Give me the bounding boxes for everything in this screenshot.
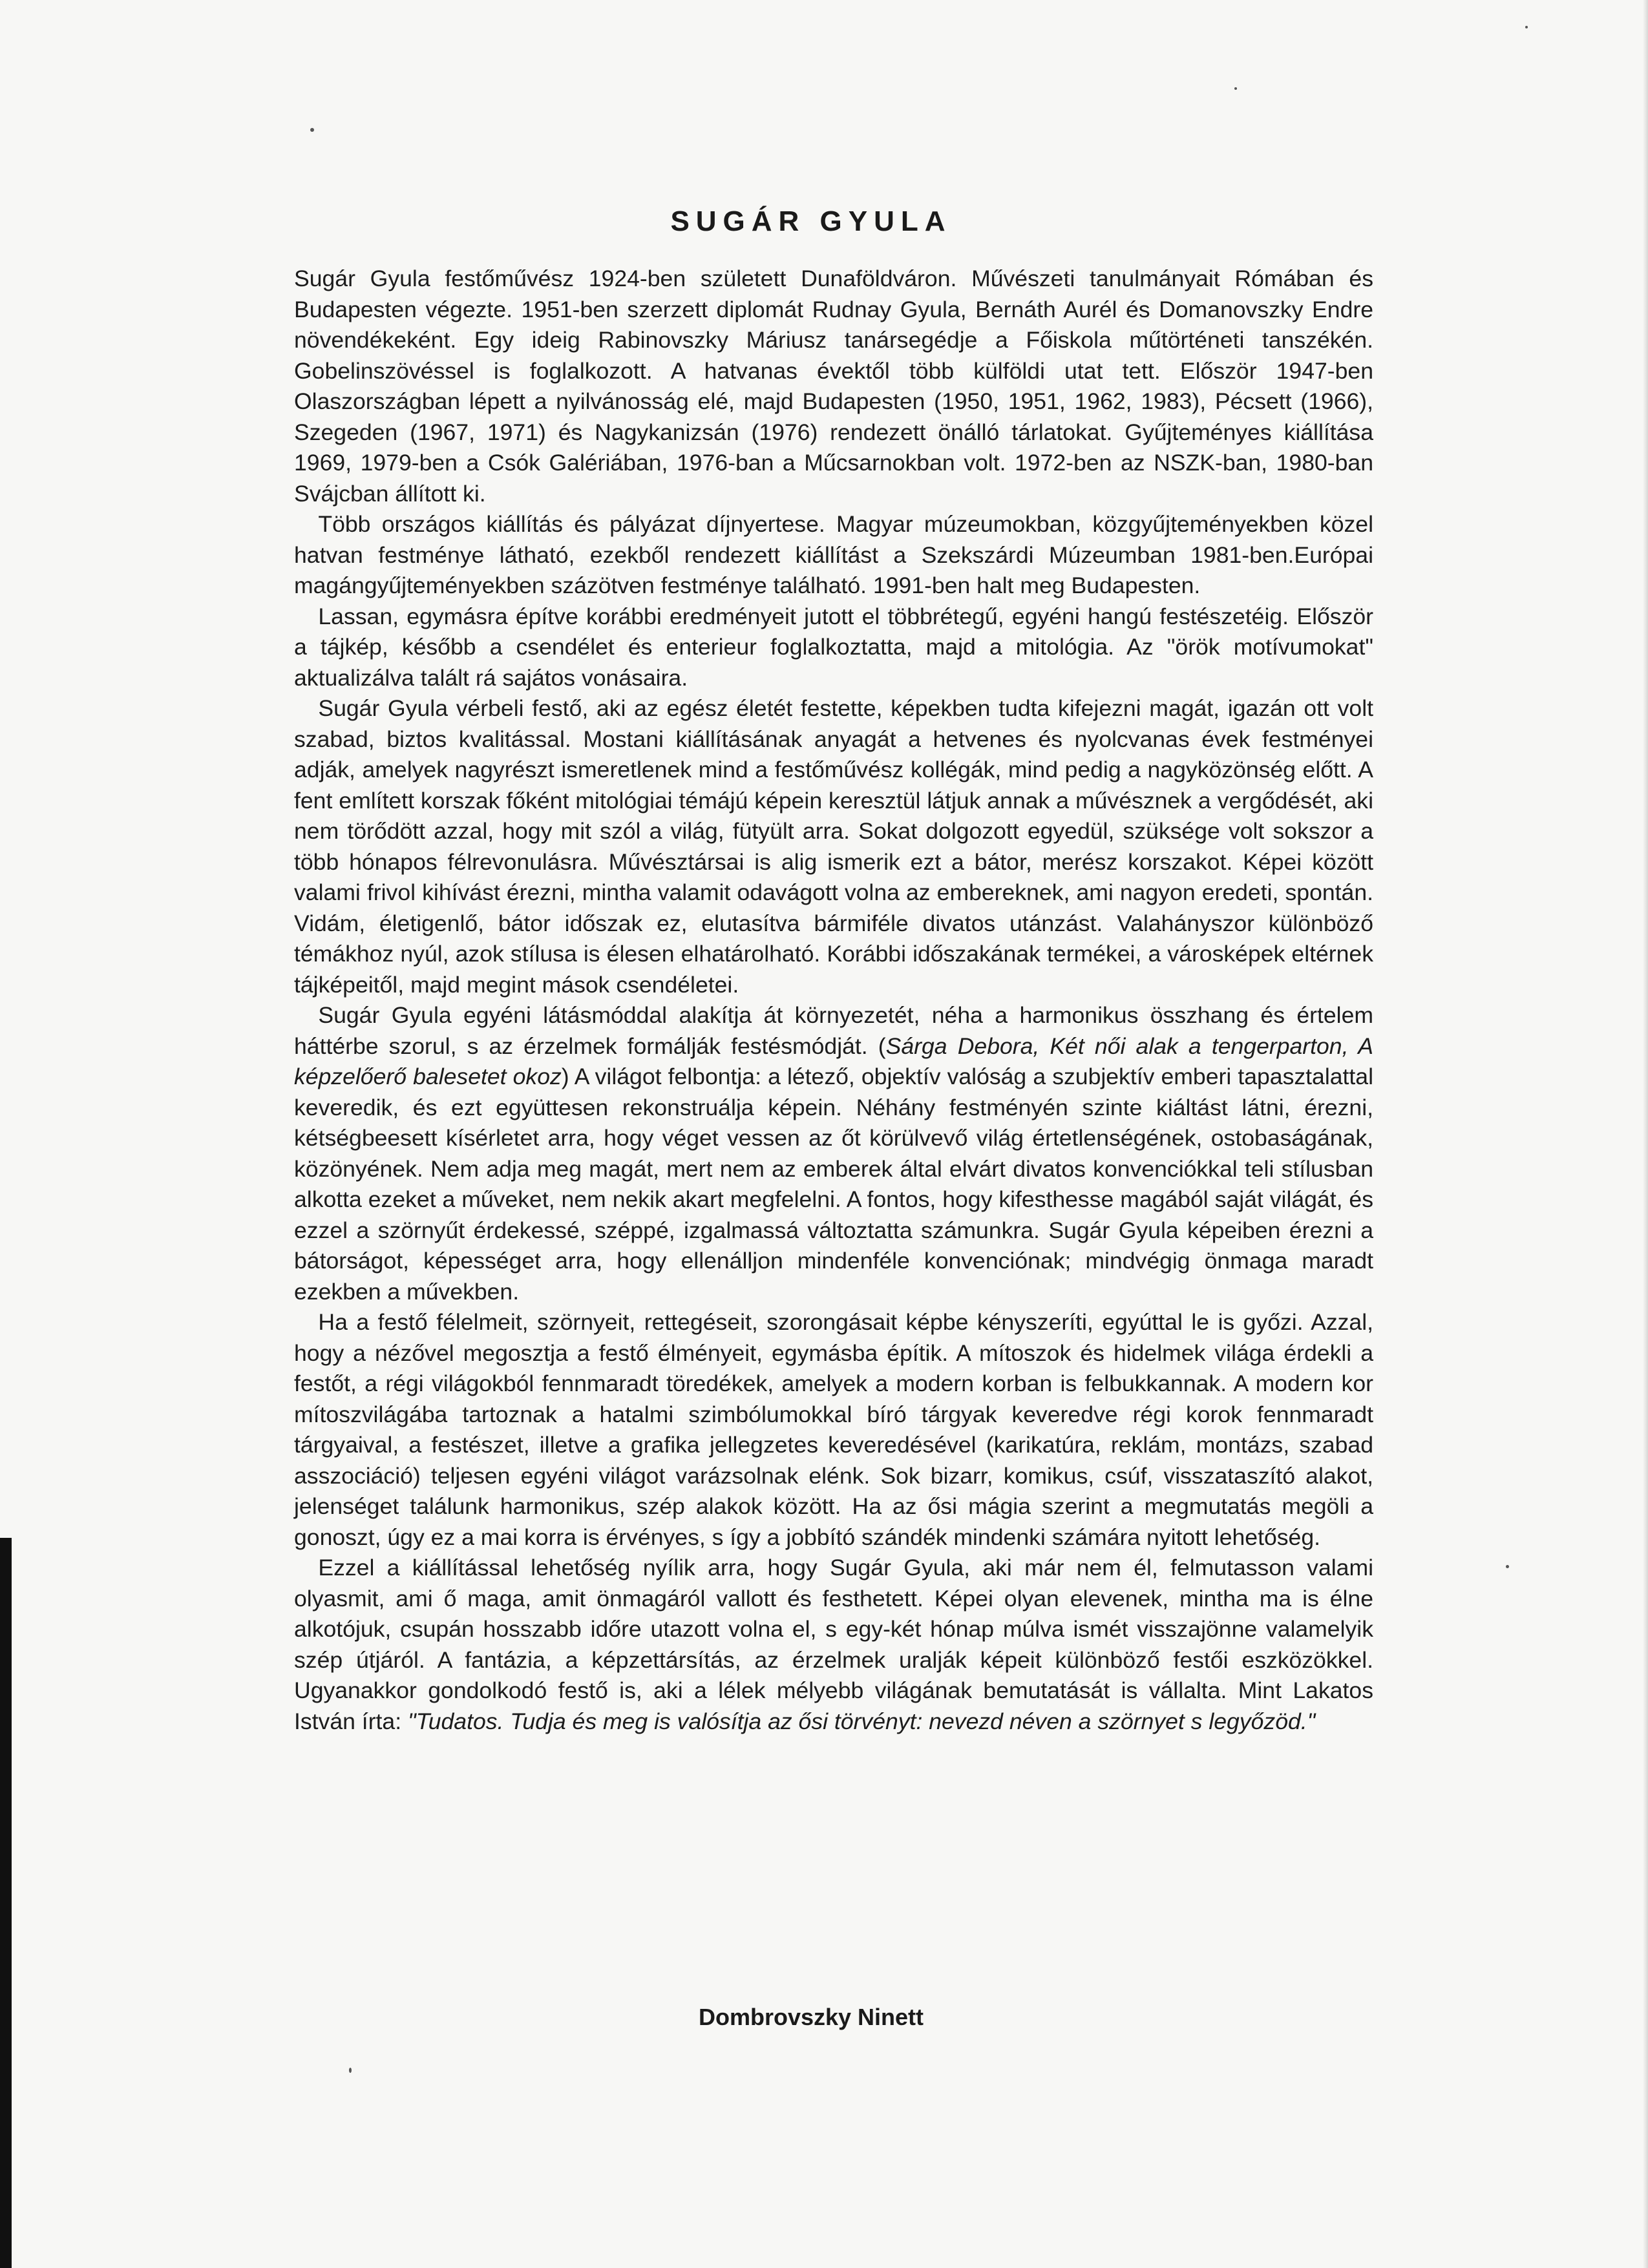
paragraph-vision: [294, 1000, 1373, 1307]
paragraph-painter: Sugár Gyula vérbeli festő, aki az egész életét festette, képekben tudta kifejezni magát, igazán ott volt szabad, biztos kvalitással. Mostani kiállításának anyagát a hetvenes és nyolcvanas évek festményei adják, amelyek nagyrészt ismeretlenek mind a festőművész kollégák, mind pedig a nagyközönség előtt. A fent említett korszak főként mitológiai témájú képein keresztül látjuk annak a művésznek a vergődését, aki nem törődött azzal, hogy mit szól a világ, fütyült arra. Sokat dolgozott egyedül, szüksége volt sokszor a több hónapos félrevonulásra. Művésztársai is alig ismerik ezt a bátor, merész korszakot. Képei között valami frivol kihívást érezni, mintha valamit odavágott volna az embereknek, ami nagyon eredeti, spontán. Vidám, életigenlő, bátor időszak ez, elutasítva bármiféle divatos utánzást. Valahányszor különböző témákhoz nyúl, azok stílusa is élesen elhatárolható. Korábbi időszakának termékei, a városképek eltérnek tájképeitől, majd megint mások csendéletei.: [294, 695, 1373, 998]
paragraph-development: Lassan, egymásra építve korábbi eredményeit jutott el többrétegű, egyéni hangú festészetéig. Először a tájkép, később a csendélet és enterieur foglalkoztatta, majd a mitológia. Az "örök motívumokat" aktualizálva talált rá sajátos vonásaira.: [294, 603, 1373, 691]
page-edge: [1643, 0, 1648, 2268]
article-body: [294, 264, 1373, 1737]
binding-shadow: [0, 1538, 12, 2268]
scan-speck: [349, 2068, 352, 2073]
paragraph-biography: Sugár Gyula festőművész 1924-ben született Dunaföldváron. Művészeti tanulmányait Rómában és Budapesten végezte. 1951-ben szerzett diplomát Rudnay Gyula, Bernáth Aurél és Domanovszky Endre növendékeként. Egy ideig Rabinovszky Máriusz tanársegédje a Főiskola műtörténeti tanszékén. Gobelinszövéssel is foglalkozott. A hatvanas évektől több külföldi utat tett. Először 1947-ben Olaszországban lépett a nyilvánosság elé, majd Budapesten (1950, 1951, 1962, 1983), Pécsett (1966), Szegeden (1967, 1971) és Nagykanizsán (1976) rendezett önálló tárlatokat. Gyűjteményes kiállítása 1969, 1979-ben a Csók Galériában, 1976-ban a Műcsarnokban volt. 1972-ben az NSZK-ban, 1980-ban Svájcban állított ki.: [294, 266, 1373, 507]
page-title: SUGÁR GYULA: [670, 205, 952, 237]
artwork-titles: Sárga Debora, Két női alak a tengerparton, A képzelőerő balesetet okoz: [294, 1033, 1373, 1089]
scan-speck: [1525, 26, 1528, 28]
paragraph-exhibition: [294, 1553, 1373, 1737]
lakatos-quote: "Tudatos. Tudja és meg is valósítja az ősi törvényt: nevezd néven a szörnyet s legyőzöd.": [407, 1708, 1316, 1734]
author-signature: Dombrovszky Ninett: [698, 2004, 924, 2030]
paragraph-awards: Több országos kiállítás és pályázat díjnyertese. Magyar múzeumokban, közgyűjteményekben közel hatvan festménye látható, ezekből rendezett kiállítást a Szekszárdi Múzeumban 1981-ben.Európai magángyűjteményekben százötven festménye található. 1991-ben halt meg Budapesten.: [294, 511, 1373, 598]
scan-speck: [1234, 87, 1237, 90]
scan-speck: [310, 128, 314, 132]
paragraph-myths: Ha a festő félelmeit, szörnyeit, rettegéseit, szorongásait képbe kényszeríti, egyúttal le is győzi. Azzal, hogy a nézővel megosztja a festő élményeit, egymásba építik. A mítoszok és hidelmek világa érdekli a festőt, a régi világokból fennmaradt töredékek, amelyek a modern korban is felbukkannak. A modern kor mítoszvilágába tartoznak a hatalmi szimbólumokkal bíró tárgyak keveredve régi korok fennmaradt tárgyaival, a festészet, illetve a grafika jellegzetes keveredésével (karikatúra, reklám, montázs, szabad asszociáció) teljesen egyéni világot varázsolnak elénk. Sok bizarr, komikus, csúf, visszataszító alakot, jelenséget találunk harmonikus, szép alakok között. Ha az ősi mágia szerint a megmutatás megöli a gonoszt, úgy ez a mai korra is érvényes, s így a jobbító szándék mindenki számára nyitott lehetőség.: [294, 1309, 1373, 1550]
paragraph-vision-start: Sugár Gyula egyéni látásmóddal alakítja át környezetét, néha a harmonikus összhang és értelem háttérbe szorul, s az érzelmek formálják festésmódját. (: [294, 1002, 1373, 1059]
scan-speck: [1506, 1565, 1509, 1568]
paragraph-exhibition-text: Ezzel a kiállítással lehetőség nyílik arra, hogy Sugár Gyula, aki már nem él, felmutasson valami olyasmit, ami ő maga, amit önmagáról vallott és festhetett. Képei olyan elevenek, mintha ma is élne alkotójuk, csupán hosszabb időre utazott volna el, s egy-két hónap múlva ismét visszajönne valamelyik szép útjáról. A fantázia, a képzettársítás, az érzelmek uralják képeit különböző festői eszközökkel. Ugyanakkor gondolkodó festő is, aki a lélek mélyebb világának bemutatását is vállalta. Mint Lakatos István írta:: [294, 1555, 1373, 1734]
paragraph-vision-end: ) A világot felbontja: a létező, objektív valóság a szubjektív emberi tapasztalattal keveredik, és ezt együttesen rekonstruálja képein. Néhány festményén szinte kiáltást látni, érezni, kétségbeesett kísérletet arra, hogy véget vessen az őt körülvevő világ értetlenségének, ostobaságának, közönyének. Nem adja meg magát, mert nem az emberek által elvárt divatos konvenciókkal teli stílusban alkotta ezeket a műveket, nem nekik akart megfelelni. A fontos, hogy kifesthesse magából saját világát, és ezzel a szörnyűt érdekessé, széppé, izgalmassá változtatta számunkra. Sugár Gyula képeiben érezni a bátorságot, képességet arra, hogy ellenálljon mindenféle konvenciónak; mindvégig önmaga maradt ezekben a művekben.: [294, 1064, 1373, 1305]
